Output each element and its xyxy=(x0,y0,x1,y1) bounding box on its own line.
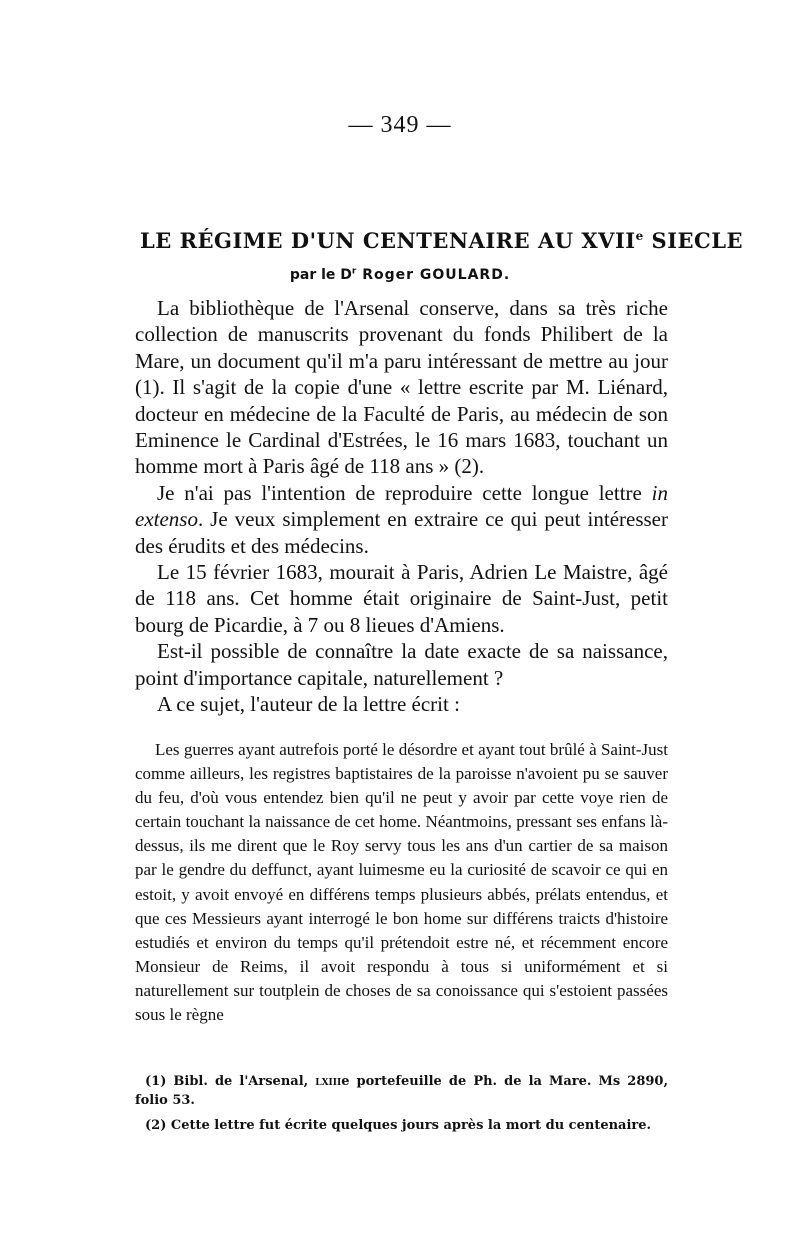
title-main: LE RÉGIME D'UN CENTENAIRE AU XVII xyxy=(140,228,636,253)
author-superscript: r xyxy=(351,266,357,277)
paragraph: La bibliothèque de l'Arsenal conserve, dans sa très riche collection de manuscrits provenant du fonds Philibert de la Mare, un document qu'il m'a paru intéressant de mettre au jour (1). Il s'agit de la copie d'une « lettre escrite par M. Liénard, docteur en médecine de la Faculté de Paris, au médecin de son Eminence le Cardinal d'Estrées, le 16 mars 1683, touchant un homme mort à Paris âgé de 118 ans » (2). xyxy=(135,296,668,479)
author-prefix: par le D xyxy=(289,267,352,283)
title-superscript: e xyxy=(635,229,644,243)
italic-text: in extenso xyxy=(135,480,668,532)
footnote-2: (2) Cette lettre fut écrite quelques jours après la mort du centenaire. xyxy=(145,1118,652,1133)
footnote-text: e portefeuille de Ph. de la Mare. Ms 2890, folio 53. xyxy=(135,1074,669,1108)
article-author xyxy=(140,267,660,283)
paragraph: Est-il possible de connaître la date exacte de sa naissance, point d'importance capitale, naturellement ? xyxy=(135,639,668,690)
paragraph: Le 15 février 1683, mourait à Paris, Adrien Le Maistre, âgé de 118 ans. Cet homme était originaire de Saint-Just, petit bourg de Picardie, à 7 ou 8 lieues d'Amiens. xyxy=(135,560,668,637)
paragraph xyxy=(135,480,668,559)
author-name: Roger GOULARD. xyxy=(356,267,511,283)
page-number: — 349 — xyxy=(348,112,452,138)
paragraph-text: Je n'ai pas l'intention de reproduire cette longue lettre xyxy=(157,480,652,505)
body-text xyxy=(135,295,668,718)
footnotes xyxy=(135,1072,668,1135)
footnote-roman-numeral: lxiii xyxy=(315,1074,342,1089)
quoted-letter xyxy=(135,738,668,1027)
title-end: SIECLE xyxy=(643,228,744,253)
paragraph-text: . Je veux simplement en extraire ce qui peut intéresser des érudits et des médecins. xyxy=(135,507,668,558)
footnote-1 xyxy=(135,1072,668,1110)
paragraph: A ce sujet, l'auteur de la lettre écrit : xyxy=(157,692,460,717)
footnote-text: (1) Bibl. de l'Arsenal, xyxy=(145,1074,316,1089)
quote-paragraph: Les guerres ayant autrefois porté le désordre et ayant tout brûlé à Saint-Just comme ailleurs, les registres baptistaires de la paroisse n'avoient pu se sauver du feu, d'où vous entendez bien qu'il ne peut y avoir par cette voye rien de certain touchant la naissance de cet home. Néantmoins, pressant ses enfans là-dessus, ils me dirent que le Roy servy tous les ans d'un cartier de sa maison par le gendre du deffunct, ayant luimesme eu la curiosité de scavoir ce qui en estoit, y avoit envoyé en différens temps plusieurs abbés, prélats entendus, et que ces Messieurs ayant interrogé le bon home sur différens traicts d'histoire estudiés et environ du temps qu'il prétendoit estre né, et récemment encore Monsieur de Reims, il avoit respondu à tous si uniformément et si naturellement sur toutplein de choses de sa conoissance qui s'estoient passées sous le règne xyxy=(135,740,668,1025)
article-title xyxy=(140,228,744,253)
